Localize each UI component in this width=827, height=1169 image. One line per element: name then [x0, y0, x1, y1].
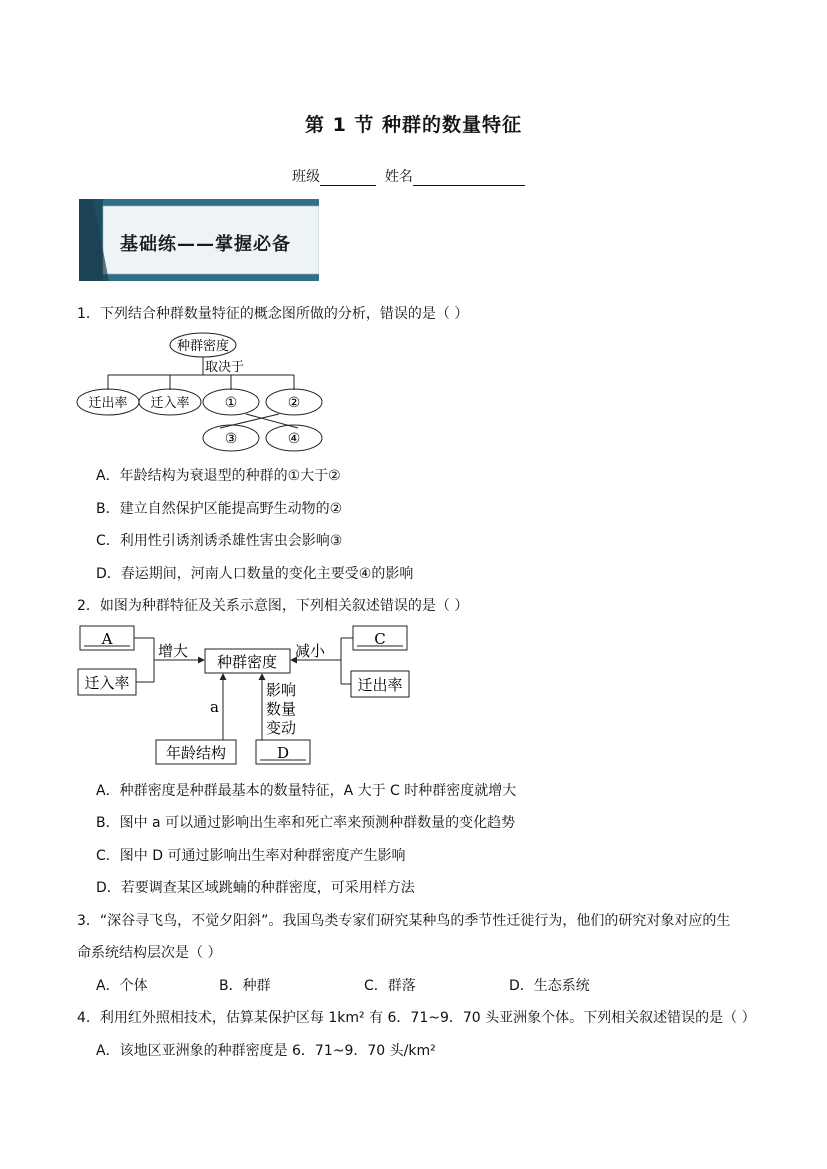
section-banner	[79, 199, 319, 281]
q2-d-text: D	[276, 744, 290, 762]
name-label: 姓名	[384, 169, 413, 185]
q1-node-2-text: ②	[287, 395, 301, 411]
q4-stem: 4．利用红外照相技术，估算某保护区每 1km² 有 6．71~9．70 头亚洲象个体。下列相关叙述错误的是（ ）	[77, 1010, 756, 1026]
q1-diagram	[72, 330, 332, 454]
q1-option-c[interactable]: C．利用性引诱剂诱杀雄性害虫会影响③	[96, 533, 343, 549]
class-label: 班级	[292, 169, 320, 185]
q2-age-text: 年龄结构	[165, 744, 227, 762]
q2-influence-1: 影响	[266, 681, 297, 699]
q1-option-a[interactable]: A．年龄结构为衰退型的种群的①大于②	[96, 468, 341, 484]
q2-option-d[interactable]: D．若要调查某区域跳蝻的种群密度，可采用样方法	[96, 880, 415, 896]
q2-influence-3: 变动	[266, 719, 297, 737]
q1-node-1-text: ①	[224, 395, 238, 411]
q2-immigration-text: 迁入率	[84, 674, 130, 692]
q1-node-3-text: ③	[224, 431, 238, 447]
q2-option-a[interactable]: A．种群密度是种群最基本的数量特征，A 大于 C 时种群密度就增大	[96, 783, 517, 799]
q2-decrease-text: 减小	[295, 642, 326, 660]
q3-stem-line2: 命系统结构层次是（ ）	[77, 945, 222, 961]
q1-node-4-text: ④	[287, 431, 301, 447]
name-blank[interactable]	[413, 170, 525, 186]
q1-option-d[interactable]: D．春运期间，河南人口数量的变化主要受④的影响	[96, 566, 414, 582]
q1-option-b[interactable]: B．建立自然保护区能提高野生动物的②	[96, 501, 343, 517]
q2-c-text: C	[374, 630, 386, 648]
q3-option-c[interactable]: C．群落	[364, 978, 416, 994]
banner-text: 基础练——掌握必备	[120, 234, 291, 255]
q2-influence-2: 数量	[266, 700, 297, 718]
page-title: 第 1 节 种群的数量特征	[304, 114, 523, 136]
q2-increase-text: 增大	[158, 642, 189, 660]
q1-stem: 1．下列结合种群数量特征的概念图所做的分析，错误的是（ ）	[77, 306, 469, 322]
q2-a-text: A	[101, 630, 113, 648]
q2-diagram	[76, 622, 416, 768]
q4-option-a[interactable]: A．该地区亚洲象的种群密度是 6．71~9．70 头/km²	[96, 1043, 436, 1059]
q1-emigration-text: 迁出率	[88, 396, 128, 411]
q2-stem: 2．如图为种群特征及关系示意图，下列相关叙述错误的是（ ）	[77, 598, 469, 614]
q3-option-d[interactable]: D．生态系统	[509, 978, 590, 994]
q1-density-text: 种群密度	[176, 339, 230, 354]
class-name-line	[292, 166, 525, 186]
q3-option-a[interactable]: A．个体	[96, 978, 148, 994]
q2-a-label: a	[210, 698, 219, 716]
q2-emigration-text: 迁出率	[357, 676, 403, 694]
q3-stem-line1: 3．“深谷寻飞鸟，不觉夕阳斜”。我国鸟类专家们研究某种鸟的季节性迁徙行为，他们的研究对象对应的生	[77, 913, 731, 929]
q2-option-b[interactable]: B．图中 a 可以通过影响出生率和死亡率来预测种群数量的变化趋势	[96, 815, 516, 831]
q2-density-text: 种群密度	[216, 653, 278, 671]
class-blank[interactable]	[320, 170, 376, 186]
q1-depends-text: 取决于	[205, 360, 245, 375]
q2-option-c[interactable]: C．图中 D 可通过影响出生率对种群密度产生影响	[96, 848, 406, 864]
q1-immigration-text: 迁入率	[150, 396, 190, 411]
q3-option-b[interactable]: B．种群	[219, 978, 271, 994]
